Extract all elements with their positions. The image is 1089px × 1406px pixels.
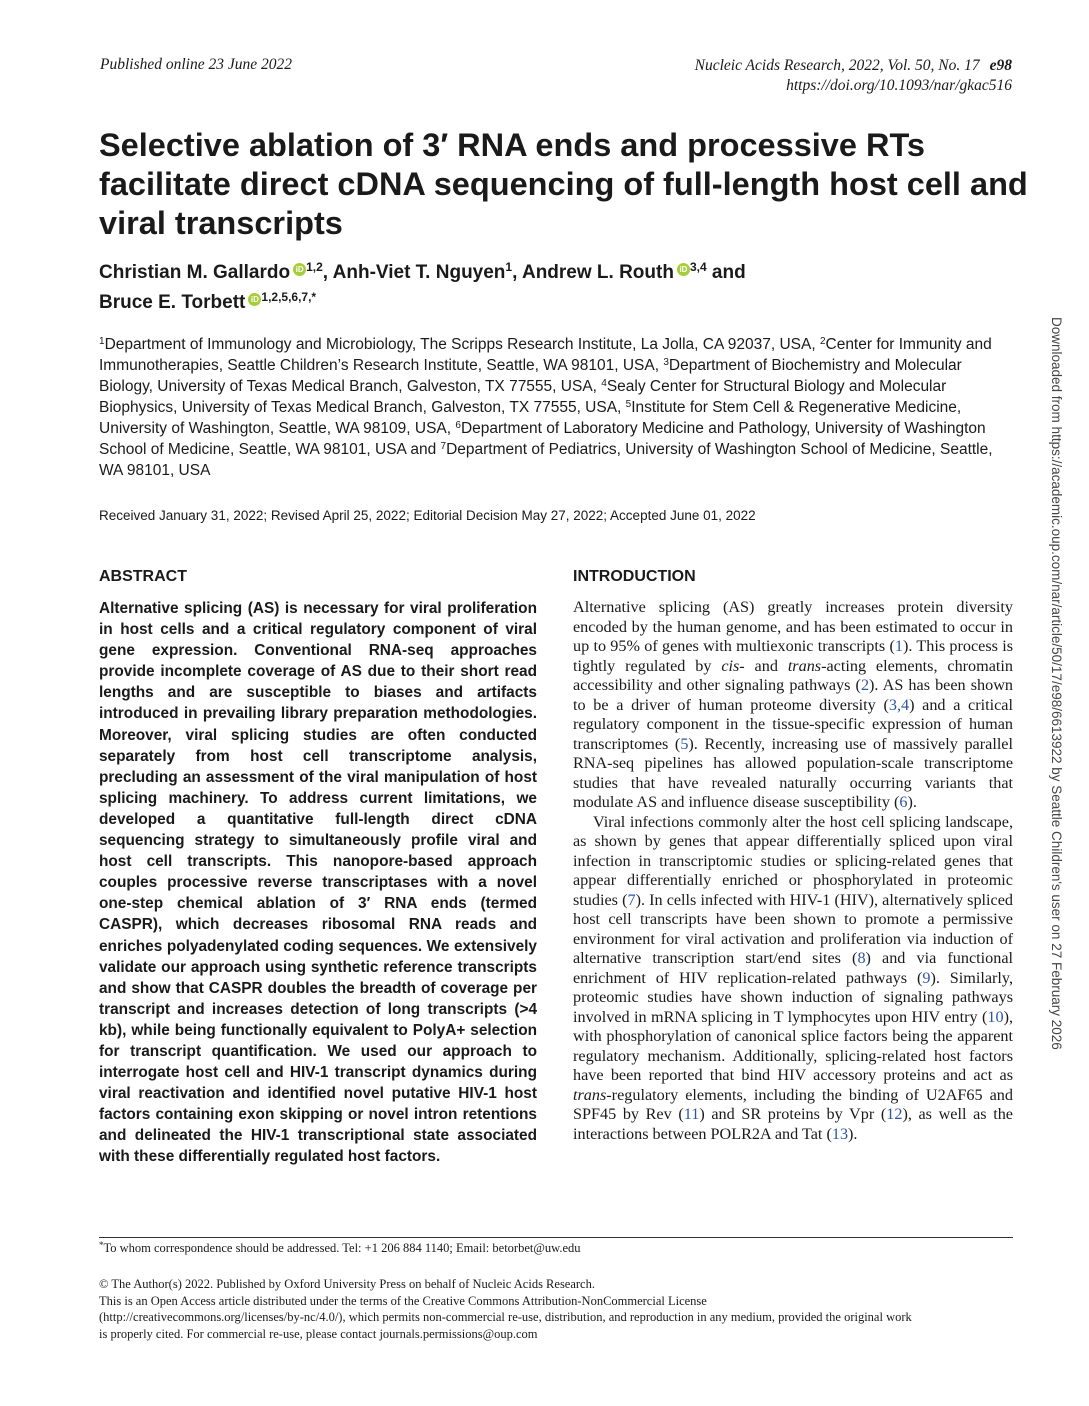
italic-term: trans: [573, 1085, 607, 1104]
affiliation-text: Center for Immunity and Immunotherapies, Seattle Children’s Research Institute, Seattle, WA 98101, USA,: [99, 336, 992, 374]
affiliations: [99, 334, 1019, 481]
published-date: Published online 23 June 2022: [100, 56, 292, 73]
reference-link[interactable]: 12: [886, 1105, 903, 1123]
copyright-line: (http://creativecommons.org/licenses/by-nc/4.0/), which permits non-commercial re-use, distribution, and reproduction in any medium, provided the original work: [99, 1310, 912, 1324]
submission-dates: Received January 31, 2022; Revised April 25, 2022; Editorial Decision May 27, 2022; Accepted June 01, 2022: [99, 508, 756, 523]
affiliation-number: 4: [601, 378, 607, 389]
article-title: Selective ablation of 3′ RNA ends and processive RTs facilitate direct cDNA sequencing of full-length host cell and viral transcripts: [99, 127, 1028, 241]
affiliation-text: Department of Immunology and Microbiology, The Scripps Research Institute, La Jolla, CA 92037, USA,: [104, 336, 820, 353]
download-watermark: [1046, 317, 1066, 1092]
author-separator: and: [706, 262, 746, 283]
author-separator: ,: [512, 262, 522, 283]
affiliation-number: 2: [819, 336, 826, 347]
author-list: [99, 258, 999, 318]
reference-link[interactable]: 5: [680, 734, 689, 753]
text-run: ). AS has been shown to be a driver of human proteome diversity (: [573, 676, 1013, 714]
text-run: -regulatory elements, including the binding of U2AF65 and SPF45 by Rev (: [573, 1085, 1013, 1123]
author-affiliation-marks: 1,2,5,6,7,*: [261, 290, 317, 304]
intro-paragraph-2: [573, 813, 1013, 1145]
author-name: Bruce E. Torbett: [99, 292, 246, 313]
text-run: ) and SR proteins by Vpr (: [699, 1105, 887, 1123]
reference-link[interactable]: 10: [987, 1007, 1004, 1026]
correspondence-text: To whom correspondence should be addressed. Tel: +1 206 884 1140; Email: betorbet@uw.edu: [103, 1241, 581, 1255]
text-run: ). In cells infected with HIV-1 (HIV), alternatively spliced host cell transcripts have been shown to promote a permissive environment for viral activation and proliferation via induction of alternative transcription start/end sites (: [573, 890, 1014, 967]
introduction-body: [573, 598, 1013, 1144]
copyright-line: is properly cited. For commercial re-use, please contact journals.permissions@oup.com: [99, 1326, 538, 1341]
italic-term: trans: [787, 656, 822, 675]
text-run: Viral infections commonly alter the host cell splicing landscape, as shown by genes that appear differentially spliced upon viral infection in transcriptomic studies or splicing-related genes that appear differentially enriched or phosphorylated in proteomic studies (: [573, 812, 1013, 909]
text-run: and: [744, 656, 788, 675]
reference-link[interactable]: 7: [627, 890, 636, 909]
text-run: ).: [848, 1124, 858, 1143]
affiliation-text: Sealy Center for Structural Biology and Molecular Biophysics, University of Texas Medical Branch, Galveston, TX 77555, USA,: [99, 378, 947, 416]
copyright-notice: [99, 1276, 1015, 1342]
copyright-line: This is an Open Access article distributed under the terms of the Creative Commons Attribution-NonCommercial License: [99, 1293, 707, 1308]
text-run: ). This process is tightly regulated by: [573, 637, 1013, 675]
reference-link[interactable]: 1: [894, 637, 903, 655]
text-run: -acting elements, chromatin accessibility and other signaling pathways (: [573, 656, 1014, 694]
journal-name: Nucleic Acids Research, 2022, Vol. 50, No. 17: [694, 57, 980, 74]
text-run: ), as well as the interactions between POLR2A and Tat (: [573, 1105, 1013, 1143]
introduction-heading: INTRODUCTION: [573, 568, 696, 585]
orcid-icon[interactable]: iD: [677, 263, 690, 276]
author-affiliation-marks: 1,2: [306, 260, 323, 274]
text-run: Alternative splicing (AS) greatly increases protein diversity encoded by the human genome, and has been estimated to occur in up to 95% of genes with multiexonic transcripts (: [573, 598, 1013, 655]
text-run: ) and via functional enrichment of HIV replication-related pathways (: [573, 949, 1013, 987]
affiliation-text: Department of Biochemistry and Molecular Biology, University of Texas Medical Branch, Galveston, TX 77555, USA,: [99, 357, 962, 395]
text-run: ). Recently, increasing use of massively parallel RNA-seq pipelines has allowed population-scale transcriptome studies that have revealed naturally occurring variants that modulate AS and influence disease susceptibility (: [573, 734, 1013, 811]
affiliation-number: 6: [455, 420, 461, 431]
author-name: Andrew L. Routh: [521, 262, 674, 283]
author-affiliation-marks: 3,4: [689, 260, 707, 274]
author-name: Christian M. Gallardo: [99, 262, 291, 283]
text-run: ). Similarly, proteomic studies have shown induction of signaling pathways involved in mRNA splicing in T lymphocytes upon HIV entry (: [573, 968, 1014, 1026]
correspondence-mark: *: [99, 1240, 104, 1250]
reference-link[interactable]: 9: [922, 968, 931, 987]
reference-link[interactable]: 2: [860, 676, 870, 694]
text-run: ), with phosphorylation of canonical splice factors being the apparent regulatory mechanism. Additionally, splicing-related host factors have been reported that bind HIV accessory proteins and act as: [573, 1007, 1013, 1084]
affiliation-number: 5: [625, 399, 632, 410]
download-watermark-text: Downloaded from https://academic.oup.com/nar/article/50/17/e98/6613922 by Seattle Children's user on 27 February 2026: [1049, 317, 1064, 1050]
affiliation-number: 3: [663, 357, 669, 368]
italic-term: cis-: [721, 656, 745, 675]
text-run: ).: [907, 793, 917, 811]
journal-citation: [695, 56, 1012, 96]
copyright-line: © The Author(s) 2022. Published by Oxford University Press on behalf of Nucleic Acids Research.: [99, 1277, 595, 1291]
abstract-heading: ABSTRACT: [99, 568, 187, 585]
reference-link[interactable]: 11: [683, 1105, 700, 1123]
author-separator: ,: [322, 262, 333, 283]
author-affiliation-marks: 1: [505, 260, 513, 274]
doi-link[interactable]: https://doi.org/10.1093/nar/gkac516: [786, 77, 1012, 94]
affiliation-number: 7: [440, 441, 447, 452]
article-number: e98: [989, 57, 1012, 74]
reference-link[interactable]: 13: [831, 1124, 849, 1143]
orcid-icon[interactable]: iD: [248, 293, 261, 306]
affiliation-text: Department of Laboratory Medicine and Pathology, University of Washington School of Medicine, Seattle, WA 98101, USA and: [99, 420, 986, 458]
reference-link[interactable]: 3,4: [888, 695, 910, 714]
author-name: Anh-Viet T. Nguyen: [332, 262, 506, 283]
affiliation-number: 1: [99, 336, 105, 347]
reference-link[interactable]: 6: [899, 793, 908, 811]
orcid-icon[interactable]: iD: [293, 263, 306, 276]
reference-link[interactable]: 8: [857, 949, 866, 967]
abstract-text: Alternative splicing (AS) is necessary for viral proliferation in host cells and a critical regulatory component of viral gene expression. Conventional RNA-seq approaches provide incomplete coverage of AS due to their short read lengths and are susceptible to biases and artifacts introduced in prevailing library preparation methodologies. Moreover, viral splicing studies are often conducted separately from host cell transcriptome analysis, precluding an assessment of the viral manipulation of host splicing machinery. To address current limitations, we developed a quantitative full-length direct cDNA sequencing strategy to simultaneously profile viral and host cell transcripts. This nanopore-based approach couples processive reverse transcriptases with a novel one-step chemical ablation of 3′ RNA ends (termed CASPR), which decreases ribosomal RNA reads and enriches polyadenylated coding sequences. We extensively validate our approach using synthetic reference transcripts and show that CASPR doubles the breadth of coverage per transcript and increases detection of long transcripts (>4 kb), while being functionally equivalent to PolyA+ selection for transcript quantification. We used our approach to interrogate host cell and HIV-1 transcript dynamics during viral reactivation and identified novel putative HIV-1 host factors containing exon skipping or novel intron retentions and delineated the HIV-1 transcriptional state associated with these differentially regulated host factors.: [99, 600, 537, 1166]
affiliation-text: Institute for Stem Cell & Regenerative Medicine, University of Washington, Seattle, WA 98109, USA,: [99, 399, 962, 437]
affiliation-text: Department of Pediatrics, University of Washington School of Medicine, Seattle, WA 98101, USA: [99, 441, 993, 479]
text-run: ) and a critical regulatory component in the tissue-specific expression of human transcriptomes (: [573, 695, 1013, 753]
intro-paragraph-1: [573, 598, 1013, 813]
footnote-divider: [99, 1237, 1013, 1238]
correspondence-note: [99, 1241, 581, 1256]
